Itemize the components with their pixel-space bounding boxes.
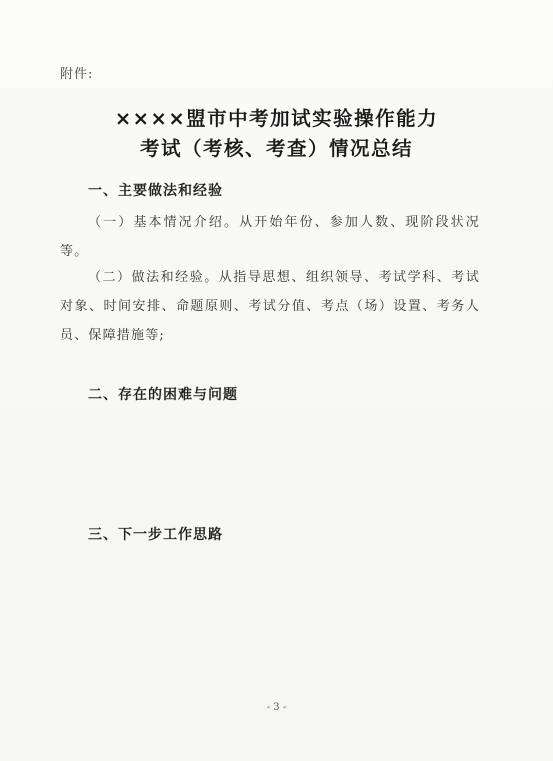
section3-heading: 三、下一步工作思路 [88,527,223,543]
section1-heading: 一、主要做法和经验 [88,183,223,199]
document-title-line1: ××××盟市中考加试实验操作能力 [114,107,439,130]
section1-paragraph1: （一）基本情况介绍。从开始年份、参加人数、现阶段状况等。 [60,215,480,259]
attachment-label: 附件: [60,67,94,82]
section2-heading: 二、存在的困难与问题 [88,387,238,403]
document-title-line2: 考试（考核、考查）情况总结 [139,137,413,160]
page-number: - 3 - [266,702,287,713]
section1-paragraph2: （二）做法和经验。从指导思想、组织领导、考试学科、考试对象、时间安排、命题原则、考试分值、考点（场）设置、考务人员、保障措施等; [60,270,480,343]
